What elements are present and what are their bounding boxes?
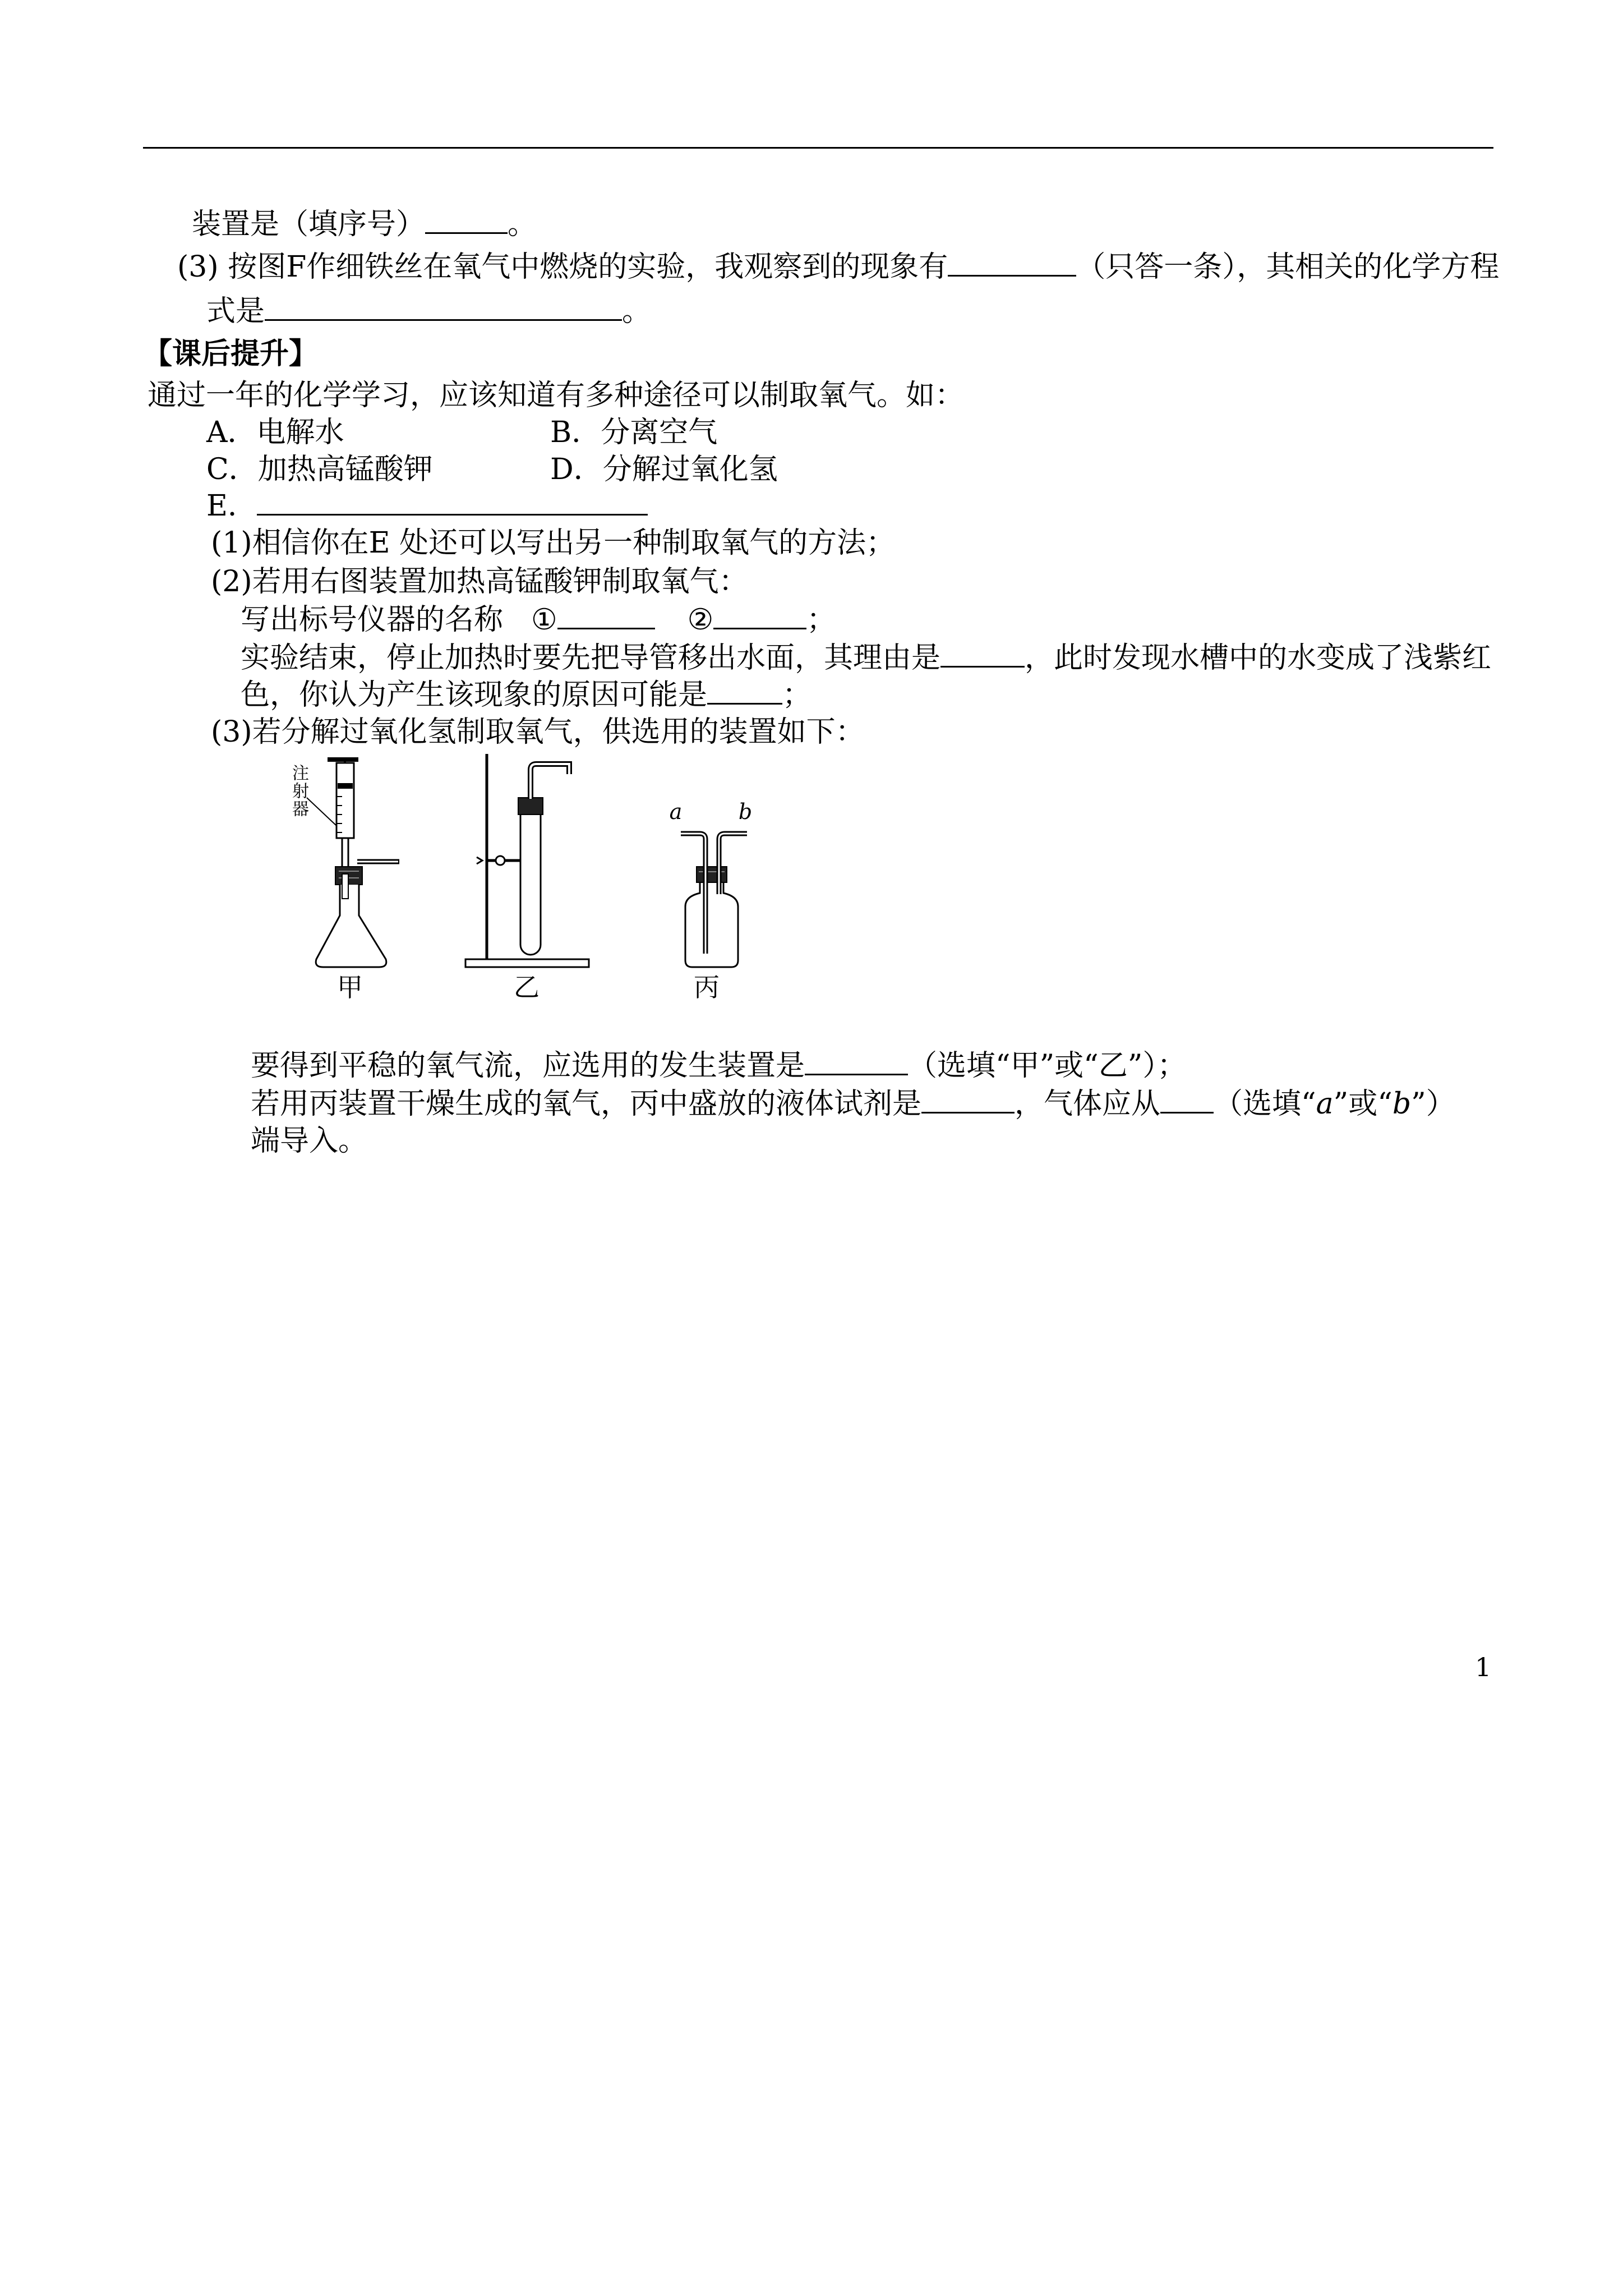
question-text: 要得到平稳的氧气流，应选用的发生装置是 — [251, 1049, 805, 1083]
conical-flask — [316, 885, 386, 967]
header-rule — [143, 147, 1493, 149]
sub-question-3-end: 端导入。 — [251, 1124, 368, 1158]
port-label-a: a — [669, 799, 683, 824]
names-prompt: 写出标号仪器的名称 — [241, 603, 504, 637]
choice-b: b — [1392, 1087, 1412, 1121]
question-text: （选填“甲”或“乙”）； — [908, 1049, 1187, 1083]
test-tube-stopper — [518, 798, 543, 815]
answer-blank — [713, 603, 806, 629]
option-b: B．分离空气 — [550, 416, 718, 449]
answer-blank — [948, 250, 1076, 277]
question-text: 式是 — [206, 295, 265, 328]
apparatus-label-jia: 甲 — [337, 972, 363, 1002]
section-title: 【课后提升】 — [143, 337, 319, 371]
continuation-end: 。 — [508, 208, 537, 241]
page-number: 1 — [1475, 1652, 1492, 1682]
question-text: ”或“ — [1333, 1087, 1393, 1121]
test-tube — [520, 810, 541, 955]
sub-question-1: (1)相信你在E 处还可以写出另一种制取氧气的方法； — [211, 526, 896, 560]
option-e — [206, 489, 648, 523]
wash-bottle — [685, 881, 738, 967]
question-text: （选填“ — [1214, 1087, 1316, 1121]
question-text: 若用丙装置干燥生成的氧气，丙中盛放的液体试剂是 — [251, 1087, 922, 1121]
question-text: 。 — [622, 295, 652, 328]
syringe-label: 注射器 — [289, 764, 308, 818]
question-text: ，气体应从 — [1015, 1087, 1161, 1121]
names-end: ； — [806, 603, 836, 637]
iron-stand-base — [465, 959, 589, 967]
continuation-line — [192, 207, 537, 242]
question-text: ，此时发现水槽中的水变成了浅紫红 — [1025, 641, 1492, 675]
syringe-piston — [338, 783, 353, 789]
answer-blank — [425, 208, 508, 234]
sub-question-3-dry — [251, 1087, 1455, 1121]
option-e-label: E． — [206, 489, 257, 523]
question-text: ”） — [1411, 1087, 1455, 1121]
section-intro: 通过一年的化学学习，应该知道有多种途径可以制取氧气。如： — [147, 379, 965, 412]
wash-bottle-stopper — [697, 867, 727, 882]
continuation-text: 装置是（填序号） — [192, 208, 426, 241]
syringe-leader-line — [307, 798, 336, 826]
instrument-mark-2: ② — [687, 603, 714, 637]
syringe-plunger-flange — [328, 757, 358, 762]
option-d: D．分解过氧化氢 — [550, 453, 778, 486]
answer-blank — [265, 295, 622, 321]
question-text: 按图F作细铁丝在氧气中燃烧的实验，我观察到的现象有 — [228, 250, 948, 284]
sub-question-3-stem: (3)若分解过氧化氢制取氧气，供选用的装置如下： — [211, 715, 865, 749]
answer-blank — [921, 1087, 1015, 1114]
question-number: (3) — [177, 250, 219, 284]
sub-question-2-stem: (2)若用右图装置加热高锰酸钾制取氧气： — [211, 565, 748, 599]
answer-blank — [940, 641, 1025, 668]
question-text: ； — [782, 678, 812, 712]
answer-blank — [1160, 1087, 1214, 1114]
apparatus-label-bing: 丙 — [694, 972, 720, 1002]
bent-tube — [531, 764, 569, 799]
sub-question-2-reason — [241, 641, 1491, 675]
apparatus-jia — [307, 757, 399, 1002]
answer-blank — [805, 1049, 908, 1075]
question-text: 色，你认为产生该现象的原因可能是 — [241, 678, 708, 712]
apparatus-bing — [670, 799, 752, 1002]
syringe-barrel — [336, 763, 354, 838]
question-text: 实验结束，停止加热时要先把导管移出水面，其理由是 — [241, 641, 941, 675]
answer-blank — [707, 678, 782, 705]
instrument-mark-1: ① — [531, 603, 557, 637]
choice-a: a — [1316, 1087, 1334, 1121]
question-3-line-2 — [206, 294, 651, 329]
sub-question-2-names — [241, 602, 836, 637]
port-label-b: b — [738, 799, 753, 824]
apparatus-figure — [280, 752, 774, 1010]
sub-question-3-stable — [251, 1048, 1186, 1083]
question-text: （只答一条），其相关的化学方程 — [1076, 250, 1500, 284]
option-c: C．加热高锰酸钾 — [206, 453, 433, 486]
apparatus-label-yi: 乙 — [514, 972, 540, 1002]
apparatus-yi — [465, 754, 589, 1002]
sub-question-2-cause — [241, 678, 811, 712]
option-a: A．电解水 — [206, 416, 344, 449]
answer-blank — [557, 603, 655, 629]
answer-blank — [257, 489, 648, 516]
clamp-screw — [496, 856, 505, 865]
question-3-line-1 — [177, 250, 1499, 284]
